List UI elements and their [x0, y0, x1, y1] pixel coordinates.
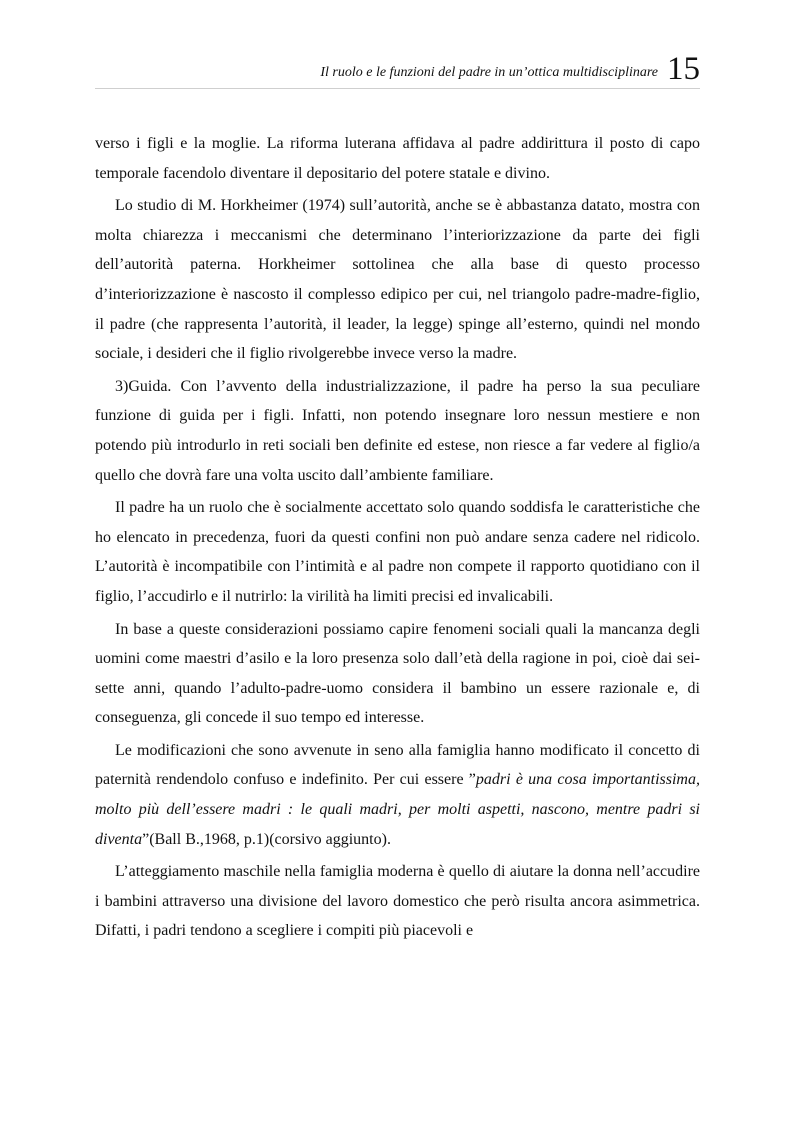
running-header-title: Il ruolo e le funzioni del padre in un’ottica multidisciplinare: [320, 65, 658, 80]
body-text: [95, 129, 700, 949]
paragraph-3: 3)Guida. Con l’avvento della industrializzazione, il padre ha perso la sua peculiare funzione di guida per i figli. Infatti, non potendo insegnare loro nessun mestiere e non potendo più introdurlo in reti sociali ben definite ed estese, non riesce a far vedere al figlio/a quello che dovrà fare una volta uscito dall’ambiente familiare.: [95, 377, 700, 484]
header-divider: [95, 88, 700, 89]
paragraph-2: Lo studio di M. Horkheimer (1974) sull’autorità, anche se è abbastanza datato, mostra con molta chiarezza i meccanismi che determinano l’interiorizzazione da parte dei figli dell’autorità paterna. Horkheimer sottolinea che alla base di questo processo d’interiorizzazione è nascosto il complesso edipico per cui, nel triangolo padre-madre-figlio, il padre (che rappresenta l’autorità, il leader, la legge) spinge all’esterno, quindi nel mondo sociale, i desideri che il figlio rivolgerebbe invece verso la madre.: [95, 197, 700, 363]
paragraph-6: [95, 736, 700, 854]
paragraph-5: In base a queste considerazioni possiamo capire fenomeni sociali quali la mancanza degli uomini come maestri d’asilo e la loro presenza solo dall’età della ragione in poi, cioè dai sei-sette anni, quando l’adulto-padre-uomo considera il bambino un essere razionale e, di conseguenza, gli concede il suo tempo ed interesse.: [95, 620, 700, 727]
italic-quote: padri è una cosa importantissima, molto più dell’essere madri : le quali madri, per molti aspetti, nascono, mentre padri si diventa: [95, 771, 700, 848]
paragraph-1: verso i figli e la moglie. La riforma luterana affidava al padre addirittura il posto di capo temporale facendolo diventare il depositario del potere statale e divino.: [95, 135, 700, 182]
running-header: [95, 46, 700, 86]
paragraph-4: Il padre ha un ruolo che è socialmente accettato solo quando soddisfa le caratteristiche che ho elencato in precedenza, fuori da questi confini non può andare senza cadere nel ridicolo. L’autorità è incompatibile con l’intimità e al padre non compete il rapporto quotidiano con il figlio, l’accudirlo e il nutrirlo: la virilità ha limiti precisi ed invalicabili.: [95, 499, 700, 605]
citation: ”(Ball B.,1968, p.1)(corsivo aggiunto).: [142, 830, 391, 848]
paragraph-7: L’atteggiamento maschile nella famiglia moderna è quello di aiutare la donna nell’accudire i bambini attraverso una divisione del lavoro domestico che però risulta ancora asimmetrica. Difatti, i padri tendono a scegliere i compiti più piacevoli e: [95, 863, 700, 940]
paragraph-6-text: Le modificazioni che sono avvenute in seno alla famiglia hanno modificato il concetto di paternità rendendolo confuso e indefinito. Per cui essere ”: [95, 741, 700, 789]
page-number: 15: [667, 51, 700, 87]
